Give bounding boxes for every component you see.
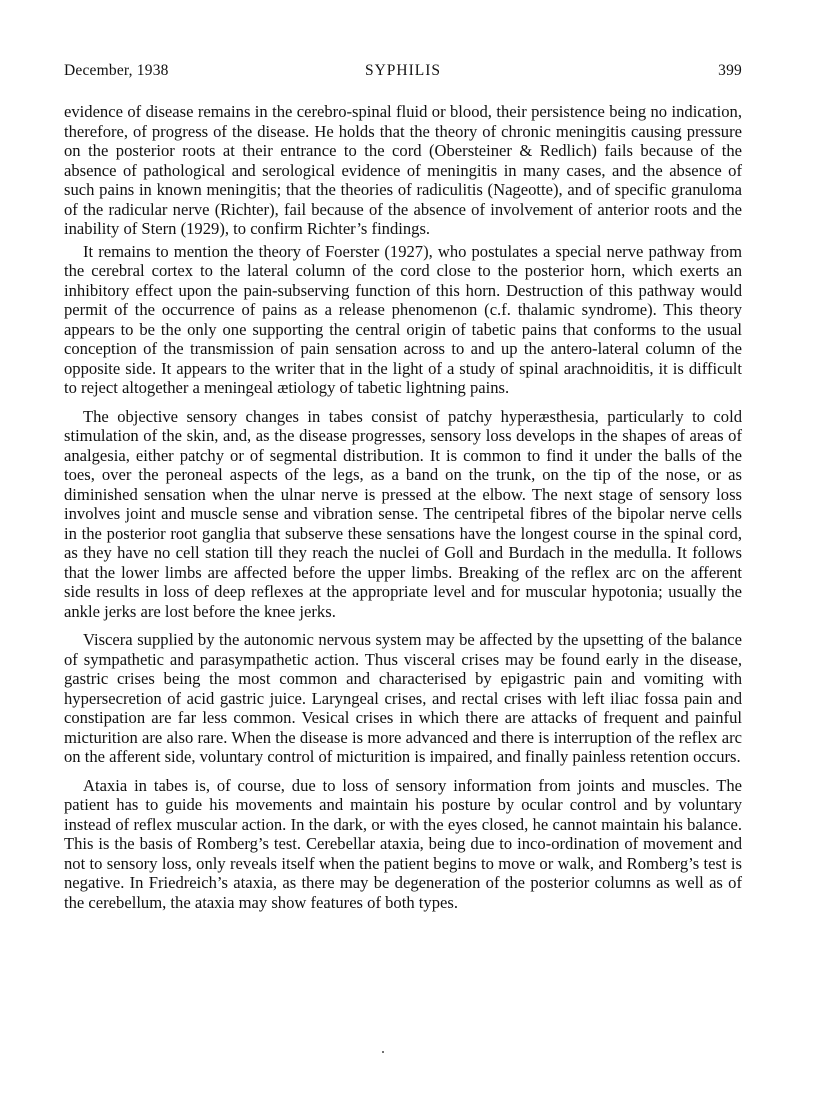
paragraph-foerster-theory: It remains to mention the theory of Foerster (1927), who postulates a special nerve pathway from the cerebral cortex to the lateral column of the cord close to the posterior horn, which exerts an inhibitory effect upon the pain-subserving function of this horn. Destruction of this pathway would permit of the occurrence of pains as a release phenomenon (c.f. thalamic syndrome). This theory appears to be the only one supporting the central origin of tabetic pains that conforms to the usual conception of the transmission of pain sensation across to and up the antero-lateral column of the opposite side. It appears to the writer that in the light of a study of spinal arachnoiditis, it is difficult to reject altogether a meningeal ætiology of tabetic lightning pains. xyxy=(64,241,742,397)
running-head xyxy=(64,56,742,80)
paragraph-ataxia: Ataxia in tabes is, of course, due to loss of sensory information from joints and muscles. The patient has to guide his movements and maintain his posture by ocular control and by voluntary instead of reflex muscular action. In the dark, or with the eyes closed, he cannot maintain his balance. This is the basis of Romberg’s test. Cerebellar ataxia, being due to inco-ordination of movement and not to sensory loss, only reveals itself when the patient begins to move or walk, and Romberg’s test is negative. In Friedreich’s ataxia, as there may be degeneration of the posterior columns as well as of the cerebellum, the ataxia may show features of both types. xyxy=(64,775,742,912)
page-number: 399 xyxy=(718,62,742,79)
journal-page xyxy=(64,56,742,912)
paragraph-sensory-changes: The objective sensory changes in tabes consist of patchy hyperæsthesia, particularly to cold stimulation of the skin, and, as the disease progresses, sensory loss develops in the shapes of areas of analgesia, either patchy or of segmental distribution. It is common to find it under the balls of the toes, over the peroneal aspects of the legs, as a band on the trunk, on the tip of the nose, or as diminished sensation when the ulnar nerve is pressed at the elbow. The next stage of sensory loss involves joint and muscle sense and vibration sense. The centripetal fibres of the bipolar nerve cells in the posterior root ganglia that subserve these sensations have the longest course in the spinal cord, as they have no cell station till they reach the nuclei of Goll and Burdach in the medulla. It follows that the lower limbs are affected before the upper limbs. Breaking of the reflex arc on the afferent side results in loss of deep reflexes at the appropriate level and for muscular hypotonia; usually the ankle jerks are lost before the knee jerks. xyxy=(64,406,742,621)
paragraph-continued: evidence of disease remains in the cerebro-spinal fluid or blood, their persistence being no indication, therefore, of progress of the disease. He holds that the theory of chronic meningitis causing pressure on the posterior roots at their entrance to the cord (Obersteiner & Redlich) fails because of the absence of pathological and serological evidence of meningitis in many cases, and the absence of such pains in known meningitis; that the theories of radiculitis (Nageotte), and of specific granuloma of the radicular nerve (Richter), fail because of the absence of involvement of anterior roots and the inability of Stern (1929), to confirm Richter’s findings. xyxy=(64,102,742,238)
journal-section-title: SYPHILIS xyxy=(364,62,442,79)
ink-speck xyxy=(382,1051,384,1053)
paragraph-visceral-crises: Viscera supplied by the autonomic nervous system may be affected by the upsetting of the balance of sympathetic and parasympathetic action. Thus visceral crises may be found early in the disease, gastric crises being the most common and characterised by epigastric pain and vomiting with hypersecretion of acid gastric juice. Laryngeal crises, and rectal crises with left iliac fossa pain and constipation are far less common. Vesical crises in which there are attacks of frequent and painful micturition are also rare. When the disease is more advanced and there is interruption of the reflex arc on the afferent side, voluntary control of micturition is impaired, and finally painless retention occurs. xyxy=(64,630,742,766)
issue-date: December, 1938 xyxy=(64,62,169,79)
article-body xyxy=(64,102,742,912)
